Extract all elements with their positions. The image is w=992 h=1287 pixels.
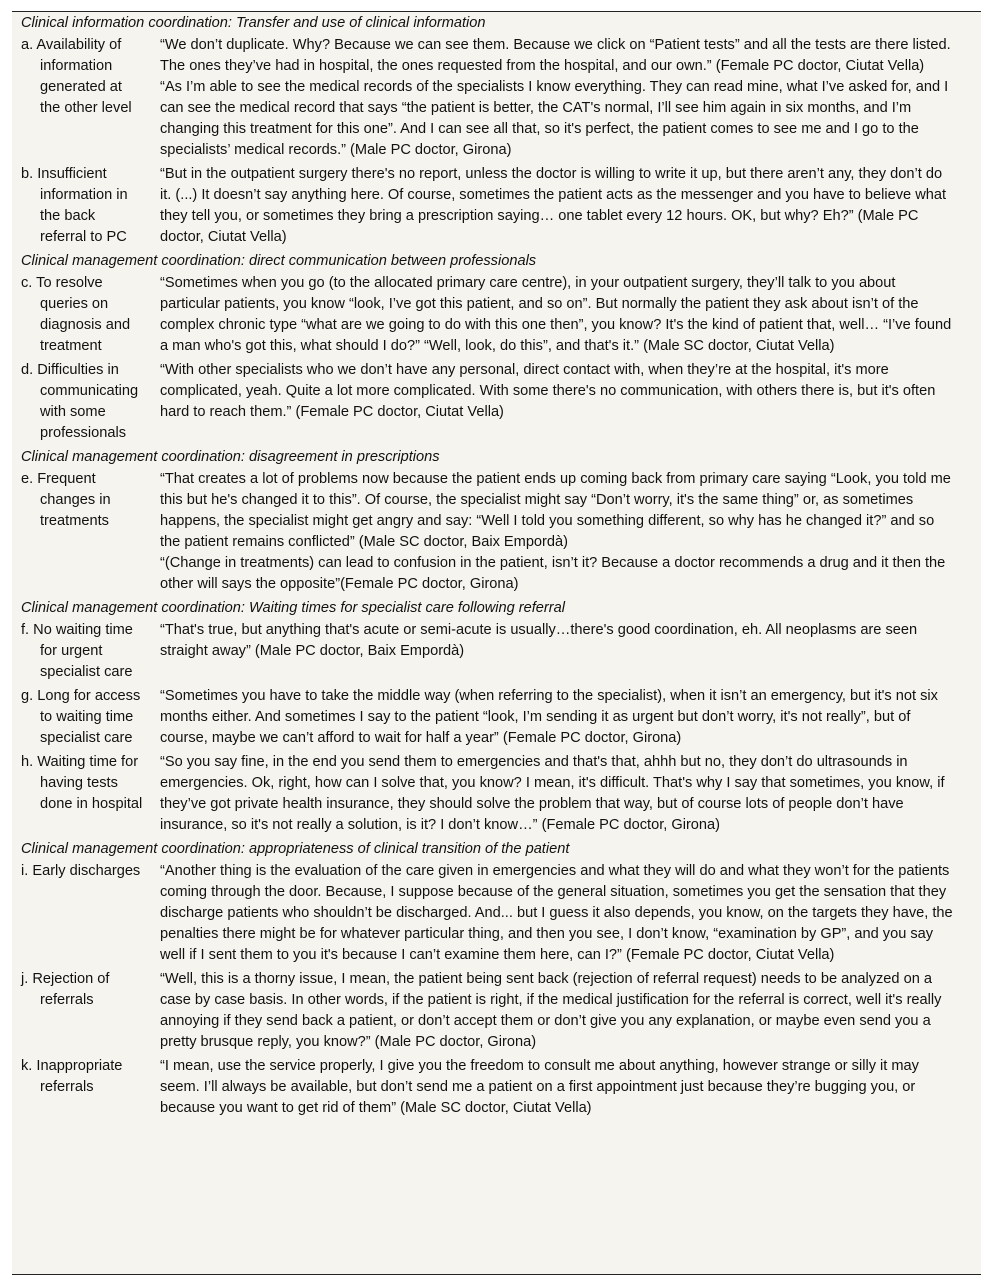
- theme-label: d. Difficulties in communicating with some professionals: [21, 362, 139, 441]
- category-row: [12, 446, 981, 468]
- theme-label: j. Rejection of referrals: [21, 971, 110, 1008]
- theme-row: [12, 860, 981, 968]
- quote-cell: [151, 619, 981, 685]
- quote-text: “I mean, use the service properly, I give you the freedom to consult me about anything, however strange or silly it may seem. I’ll always be available, but don’t send me a patient on a first appointment just because they’re bugging you, or because you want to get rid of them” (Male SC doctor, Ciutat Vella): [160, 1058, 919, 1116]
- theme-row: [12, 359, 981, 446]
- theme-label: k. Inappropriate referrals: [21, 1058, 123, 1095]
- quote-text: “As I’m able to see the medical records of the specialists I know everything. They can read mine, what I’ve asked for, and I can see the medical record that says “the patient is better, the CAT's normal, I’ll see him again in six months, and I’m changing this treatment for this one”. And I can see all that, so it's perfect, the patient comes to see me and I go to the specialists’ medical records.” (Male PC doctor, Girona): [160, 79, 949, 158]
- quote-text: “That's true, but anything that's acute or semi-acute is usually…there's good coordination, eh. All neoplasms are seen straight away” (Male PC doctor, Baix Empordà): [160, 622, 918, 659]
- quote-cell: [151, 468, 981, 597]
- quote-cell: [151, 163, 981, 250]
- theme-row: [12, 619, 981, 685]
- quote-text: “(Change in treatments) can lead to confusion in the patient, isn’t it? Because a doctor recommends a drug and it then the other will says the opposite”(Female PC doctor, Girona): [160, 555, 946, 592]
- theme-row: [12, 968, 981, 1055]
- category-row: [12, 250, 981, 272]
- quote-text: “With other specialists who we don’t have any personal, direct contact with, when they’re at the hospital, it's more complicated, yeah. Quite a lot more complicated. With some there's no communication, with others there is, but it's often hard to reach them.” (Female PC doctor, Ciutat Vella): [160, 362, 936, 420]
- theme-label: g. Long for access to waiting time specialist care: [21, 688, 141, 746]
- category-row: [12, 12, 981, 34]
- quote-text: “Another thing is the evaluation of the care given in emergencies and what they will do and what they won’t for the patients coming through the door. Because, I suppose because of the general situation, sometimes you get the sensation that they discharge patients who shouldn’t be discharged. And... but I guess it also depends, you know, on the targets they have, the penalties there might be for whatever particular thing, and then you see, I don’t know, “examination by GP”, and you say well if I sent them to you it's because I can’t examine them here, can I?” (Female PC doctor, Ciutat Vella): [160, 863, 953, 963]
- category-heading: Clinical management coordination: Waiting times for specialist care following referral: [21, 600, 565, 616]
- theme-label: e. Frequent changes in treatments: [21, 471, 111, 529]
- theme-label-cell: [12, 685, 151, 751]
- category-heading: Clinical management coordination: direct communication between professionals: [21, 253, 537, 269]
- quote-cell: [151, 751, 981, 838]
- theme-label: a. Availability of information generated at the other level: [21, 37, 132, 116]
- theme-label-cell: [12, 468, 151, 597]
- theme-label-cell: [12, 1055, 151, 1121]
- theme-label: f. No waiting time for urgent specialist care: [21, 622, 133, 680]
- theme-label-cell: [12, 163, 151, 250]
- quote-cell: [151, 34, 981, 163]
- theme-label-cell: [12, 751, 151, 838]
- category-heading: Clinical management coordination: disagreement in prescriptions: [21, 449, 440, 465]
- theme-label-cell: [12, 34, 151, 163]
- theme-label: b. Insufficient information in the back referral to PC: [21, 166, 128, 245]
- theme-label-cell: [12, 272, 151, 359]
- theme-row: [12, 685, 981, 751]
- theme-label: i. Early discharges: [21, 863, 141, 879]
- theme-label-cell: [12, 619, 151, 685]
- quote-text: “That creates a lot of problems now because the patient ends up coming back from primary care saying “Look, you told me this but he's changed it to this”. Of course, the specialist might say “Don’t worry, it's the same thing” or, as sometimes happens, the specialist might get angry and say: “Well I told you something different, so why has he changed it?” and so the patient remains conflicted” (Male SC doctor, Baix Empordà): [160, 471, 951, 550]
- quote-text: “But in the outpatient surgery there's no report, unless the doctor is willing to write it up, but there aren’t any, they don’t do it. (...) It doesn’t say anything here. Of course, sometimes the patient acts as the messenger and you have to believe what they tell you, or sometimes they bring a prescription saying… one tablet every 12 hours. OK, but why? Eh?” (Male PC doctor, Ciutat Vella): [160, 166, 947, 245]
- theme-row: [12, 163, 981, 250]
- theme-label-cell: [12, 860, 151, 968]
- theme-row: [12, 1055, 981, 1121]
- quote-text: “We don’t duplicate. Why? Because we can see them. Because we click on “Patient tests” and all the tests are there listed. The ones they’ve had in hospital, the ones requested from the hospital, and our own.” (Female PC doctor, Ciutat Vella): [160, 37, 951, 74]
- category-heading: Clinical management coordination: appropriateness of clinical transition of the patient: [21, 841, 570, 857]
- quote-cell: [151, 272, 981, 359]
- quotes-table-body: [12, 12, 981, 1121]
- category-row: [12, 838, 981, 860]
- theme-row: [12, 34, 981, 163]
- quote-cell: [151, 359, 981, 446]
- quote-cell: [151, 968, 981, 1055]
- quote-cell: [151, 685, 981, 751]
- quote-cell: [151, 1055, 981, 1121]
- quotes-table-panel: [12, 11, 981, 1275]
- theme-label: c. To resolve queries on diagnosis and treatment: [21, 275, 131, 354]
- theme-row: [12, 468, 981, 597]
- quote-text: “So you say fine, in the end you send them to emergencies and that's that, ahhh but no, they don’t do ultrasounds in emergencies. Ok, right, how can I solve that, you know? I mean, it's difficult. That's why I say that sometimes, you know, if they’ve got private health insurance, they should solve the problem that way, but of course lots of people don’t have insurance, so it's not really a solution, is it? I don’t know…” (Female PC doctor, Girona): [160, 754, 945, 833]
- quote-cell: [151, 860, 981, 968]
- theme-label: h. Waiting time for having tests done in hospital: [21, 754, 143, 812]
- quotes-table: [12, 12, 981, 1121]
- theme-label-cell: [12, 359, 151, 446]
- theme-row: [12, 751, 981, 838]
- theme-label-cell: [12, 968, 151, 1055]
- quote-text: “Well, this is a thorny issue, I mean, the patient being sent back (rejection of referral request) needs to be analyzed on a case by case basis. In other words, if the patient is right, if the medical justification for the referral is correct, well it's really annoying if they send back a patient, or don’t accept them or don’t give you any explanation, or maybe even send you a pretty brusque reply, you know?” (Male PC doctor, Girona): [160, 971, 942, 1050]
- category-row: [12, 597, 981, 619]
- theme-row: [12, 272, 981, 359]
- category-heading: Clinical information coordination: Transfer and use of clinical information: [21, 15, 486, 31]
- quote-text: “Sometimes you have to take the middle way (when referring to the specialist), when it isn’t an emergency, but it's not six months either. And sometimes I say to the patient “look, I’m sending it as urgent but don’t worry, it's not really”, but of course, maybe we can’t afford to wait for half a year” (Female PC doctor, Girona): [160, 688, 938, 746]
- quote-text: “Sometimes when you go (to the allocated primary care centre), in your outpatient surgery, they’ll talk to you about particular patients, you know “look, I’ve got this patient, and so on”. But normally the patient they ask about isn’t of the complex chronic type “what are we going to do with this one then”, you know? It's the kind of patient that, well… “I’ve found a man who's got this, what should I do?” “Well, look, do this”, and that's it.” (Male SC doctor, Ciutat Vella): [160, 275, 952, 354]
